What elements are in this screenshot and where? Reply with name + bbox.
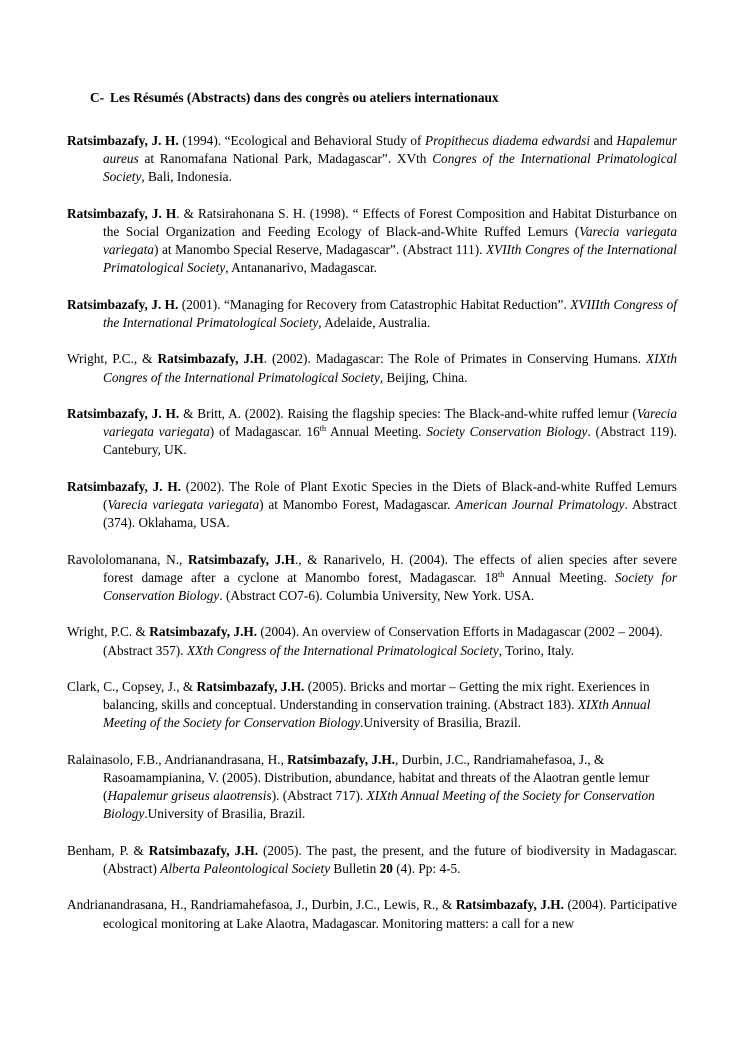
abstract-entry: Ratsimbazafy, J. H. & Britt, A. (2002). Raising the flagship species: The Black-and-white ruffed lemur (Varecia variegata variegata) of Madagascar. 16th Annual Meeting. Society Conservation Biology. (Abstract 119). Cantebury, UK. xyxy=(67,405,677,458)
abstract-entry: Benham, P. & Ratsimbazafy, J.H. (2005). The past, the present, and the future of biodiversity in Madagascar. (Abstract) Alberta Paleontological Society Bulletin 20 (4). Pp: 4-5. xyxy=(67,842,678,876)
abstract-entry: Ralainasolo, F.B., Andrianandrasana, H., Ratsimbazafy, J.H., Durbin, J.C., Randriamahefasoa, J., & Rasoamampianina, V. (2005). Distribution, abundance, habitat and threats of the Alaotran gentle lemur (Hapalemur griseus alaotrensis). (Abstract 717). XIXth Annual Meeting of the Society for Conservation Biology.University of Brasilia, Brazil. xyxy=(67,751,655,822)
abstract-entry: Ratsimbazafy, J. H. (2001). “Managing for Recovery from Catastrophic Habitat Reduction”. XVIIIth Congress of the International Primatological Society, Adelaide, Australia. xyxy=(67,296,677,330)
abstract-list xyxy=(67,132,677,951)
abstract-entry: Wright, P.C., & Ratsimbazafy, J.H. (2002). Madagascar: The Role of Primates in Conserving Humans. XIXth Congres of the International Primatological Society, Beijing, China. xyxy=(67,351,677,385)
abstract-entry: Clark, C., Copsey, J., & Ratsimbazafy, J.H. (2005). Bricks and mortar – Getting the mix right. Exeriences in balancing, skills and conceptual. Understanding in conservation training. (Abstract 183). XIXth Annual Meeting of the Society for Conservation Biology.University of Brasilia, Brazil. xyxy=(67,678,651,731)
section-letter: C- xyxy=(90,90,105,105)
abstract-entry: Wright, P.C. & Ratsimbazafy, J.H. (2004). An overview of Conservation Efforts in Madagascar (2002 – 2004). (Abstract 357). XXth Congress of the International Primatological Society, Torino, Italy. xyxy=(67,624,663,658)
abstract-entry: Andrianandrasana, H., Randriamahefasoa, J., Durbin, J.C., Lewis, R., & Ratsimbazafy, J.H. (2004). Participative ecological monitoring at Lake Alaotra, Madagascar. Monitoring matters: a call for a new xyxy=(67,897,677,931)
section-heading xyxy=(90,90,499,106)
section-title: Les Résumés (Abstracts) dans des congrès ou ateliers internationaux xyxy=(110,90,499,105)
abstract-entry: Ratsimbazafy, J. H. & Ratsirahonana S. H. (1998). “ Effects of Forest Composition and Habitat Disturbance on the Social Organization and Feeding Ecology of Black-and-White Ruffed Lemurs (Varecia variegata variegata) at Manombo Special Reserve, Madagascar”. (Abstract 111). XVIIth Congres of the International Primatological Society, Antananarivo, Madagascar. xyxy=(67,205,677,276)
abstract-entry: Ratsimbazafy, J. H. (2002). The Role of Plant Exotic Species in the Diets of Black-and-white Ruffed Lemurs (Varecia variegata variegata) at Manombo Forest, Madagascar. American Journal Primatology. Abstract (374). Oklahama, USA. xyxy=(67,478,677,531)
abstract-entry: Ratsimbazafy, J. H. (1994). “Ecological and Behavioral Study of Propithecus diadema edwardsi and Hapalemur aureus at Ranomafana National Park, Madagascar”. XVth Congres of the International Primatological Society, Bali, Indonesia. xyxy=(67,133,678,185)
abstract-entry: Ravololomanana, N., Ratsimbazafy, J.H., & Ranarivelo, H. (2004). The effects of alien species after severe forest damage after a cyclone at Manombo forest, Madagascar. 18th Annual Meeting. Society for Conservation Biology. (Abstract CO7-6). Columbia University, New York. USA. xyxy=(67,551,678,603)
